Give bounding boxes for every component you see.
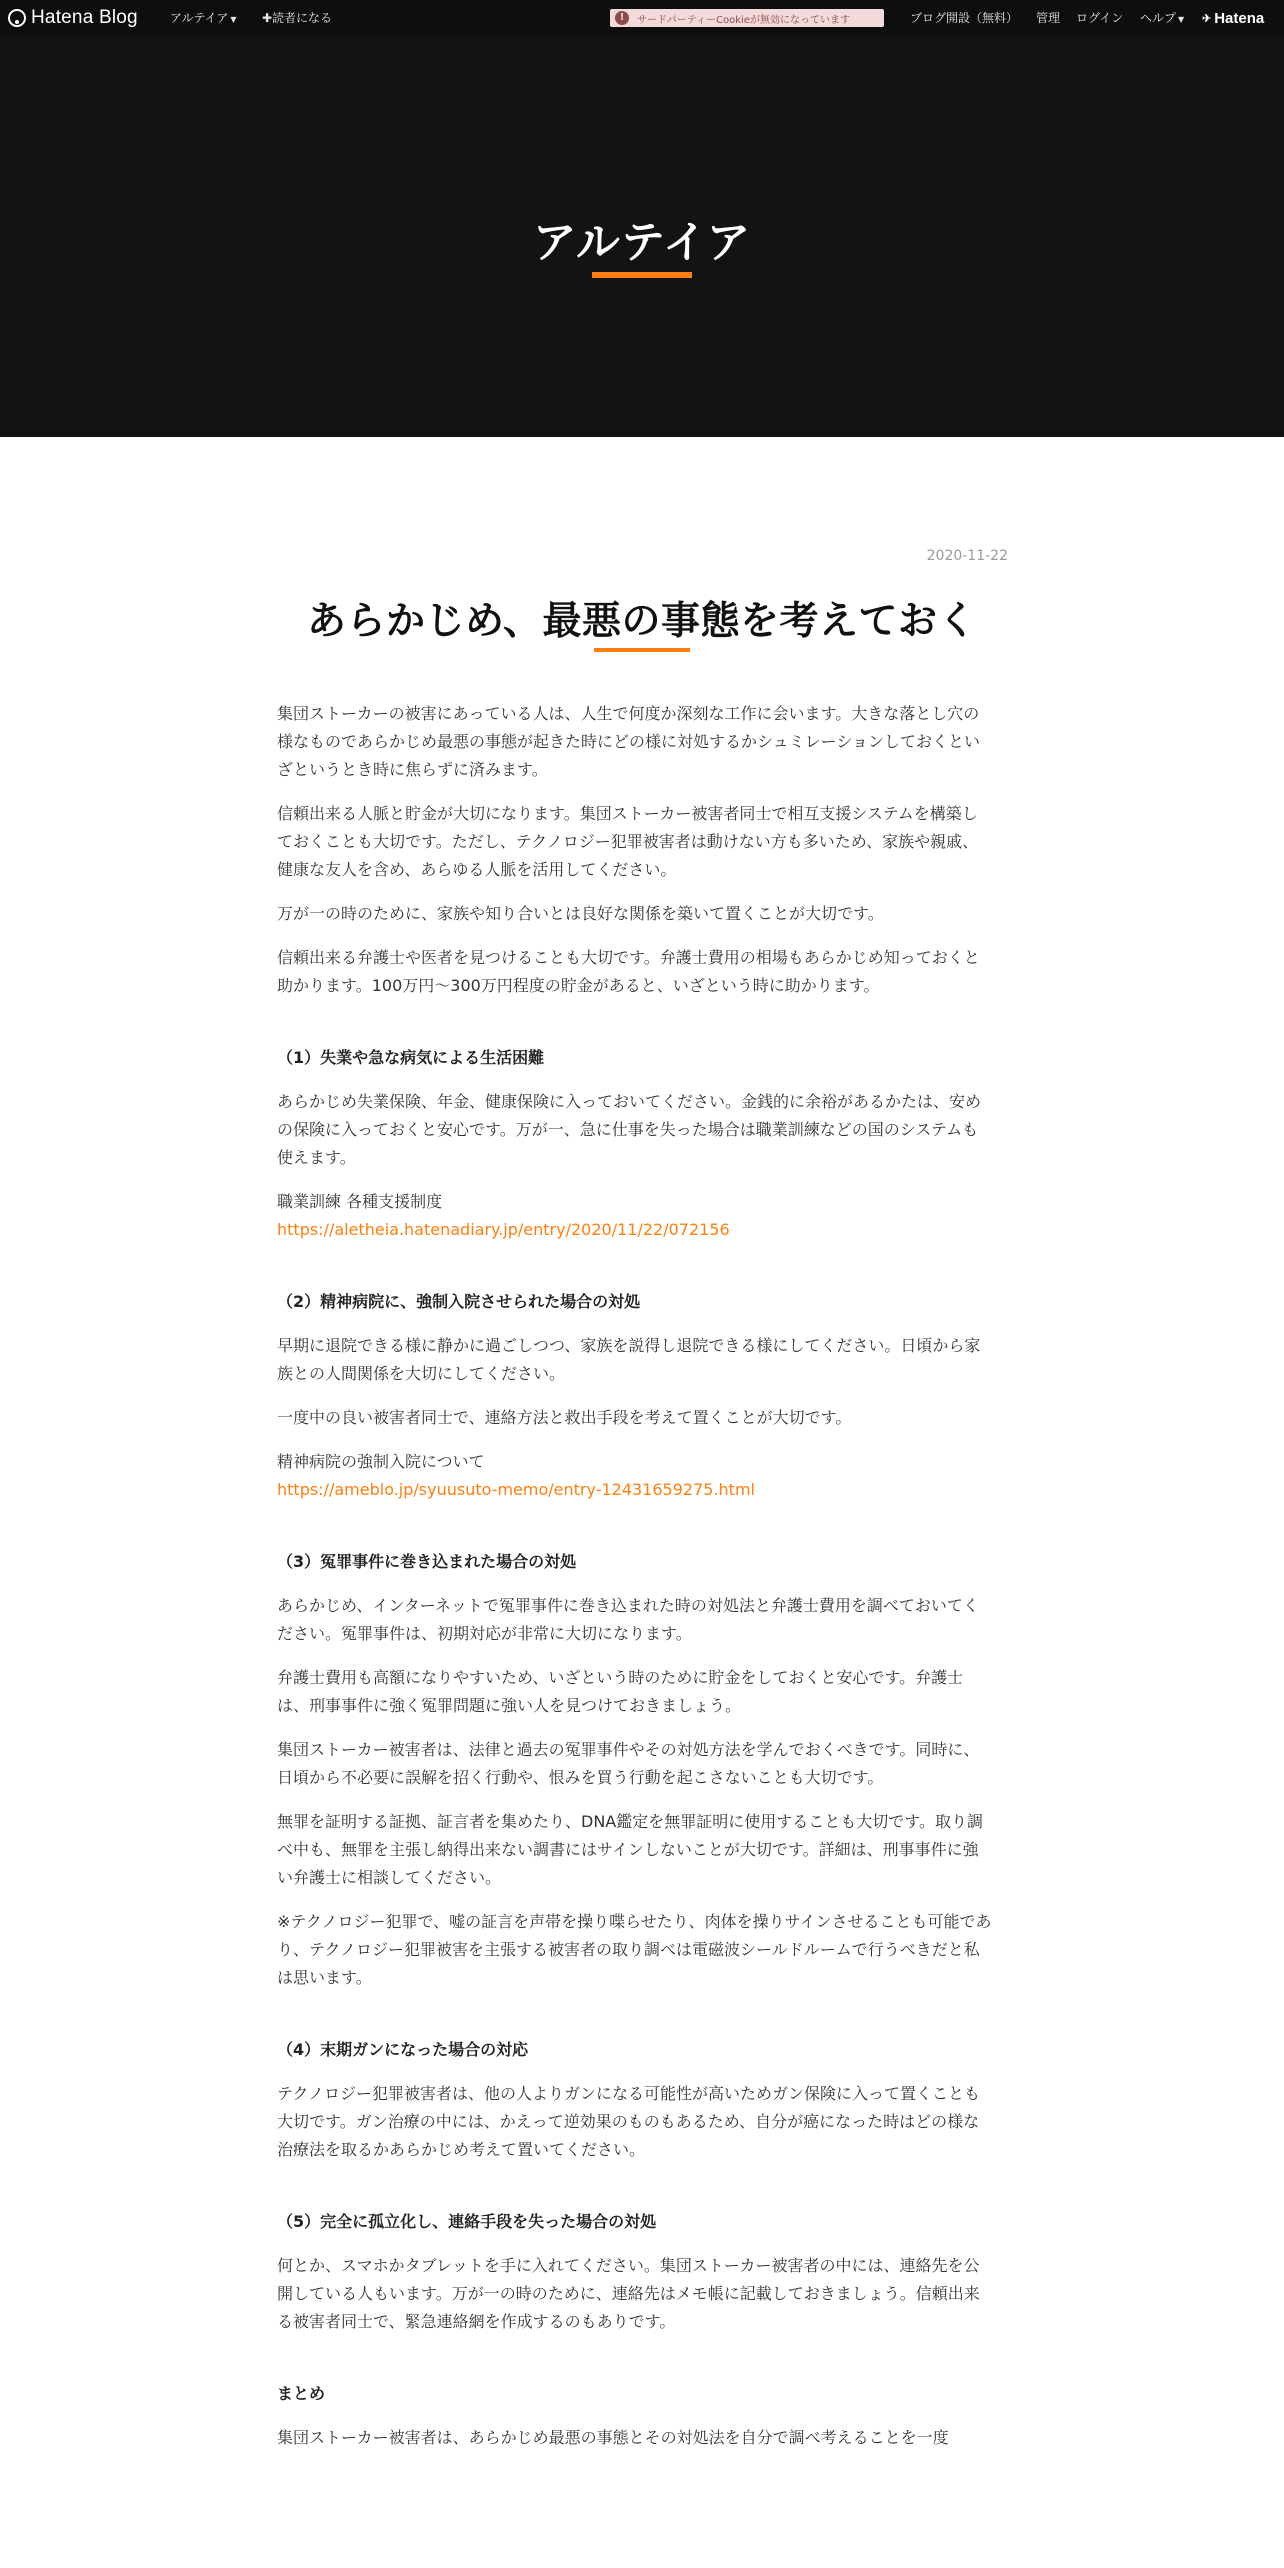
subscribe-button[interactable]: ✚読者になる [262, 11, 333, 25]
link-block [277, 1448, 993, 1504]
link-label: 精神病院の強制入院について [277, 1452, 485, 1471]
entry-date[interactable]: 2020-11-22 [926, 548, 1008, 564]
hatena-logo-text: Hatena [1214, 9, 1265, 27]
paragraph: ※テクノロジー犯罪で、嘘の証言を声帯を操り喋らせたり、肉体を操りサインさせることも可能であり、テクノロジー犯罪被害を主張する被害者の取り調べは電磁波シールドルームで行うべきだと私は思います。 [277, 1912, 992, 1987]
help-menu[interactable] [1140, 0, 1184, 36]
entry-title-underline [594, 648, 690, 652]
paragraph: 弁護士費用も高額になりやすいため、いざという時のために貯金をしておくと安心です。弁護士は、刑事事件に強く冤罪問題に強い人を見つけておきましょう。 [277, 1668, 964, 1715]
login-link[interactable]: ログイン [1076, 11, 1124, 25]
paragraph: 集団ストーカー被害者は、法律と過去の冤罪事件やその対処方法を学んでおくべきです。同時に、日頃から不必要に誤解を招く行動や、恨みを買う行動を起こさないことも大切です。 [277, 1740, 980, 1787]
blog-header [0, 36, 1284, 437]
blog-menu[interactable] [170, 0, 236, 36]
paragraph: あらかじめ、インターネットで冤罪事件に巻き込まれた時の対処法と弁護士費用を調べておいてください。冤罪事件は、初期対応が非常に大切になります。 [277, 1596, 979, 1643]
paragraph: 信頼出来る弁護士や医者を見つけることも大切です。弁護士費用の相場もあらかじめ知っておくと助かります。100万円～300万円程度の貯金があると、いざという時に助かります。 [277, 948, 980, 995]
help-menu-label: ヘルプ [1140, 11, 1177, 25]
link-label: 職業訓練 各種支援制度 [277, 1192, 443, 1211]
section-heading: まとめ [277, 2384, 326, 2403]
caret-down-icon: ▼ [230, 15, 237, 24]
paragraph: 無罪を証明する証拠、証言者を集めたり、DNA鑑定を無罪証明に使用することも大切です。取り調べ中も、無罪を主張し納得出来ない調書にはサインしないことが大切です。詳細は、刑事事件に強い弁護士に相談してください。 [277, 1812, 983, 1887]
hatena-logo[interactable] [1202, 0, 1264, 36]
create-blog-link[interactable]: ブログ開設（無料） [910, 11, 1019, 25]
section-heading: （5）完全に孤立化し、連絡手段を失った場合の対処 [277, 2212, 657, 2231]
section-heading: （2）精神病院に、強制入院させられた場合の対処 [277, 1292, 641, 1311]
paragraph: 早期に退院できる様に静かに過ごしつつ、家族を説得し退院できる様にしてください。日頃から家族との人間関係を大切にしてください。 [277, 1336, 981, 1383]
hatena-blog-logo-icon [8, 9, 26, 27]
section-heading: （3）冤罪事件に巻き込まれた場合の対処 [277, 1552, 577, 1571]
paragraph: 万が一の時のために、家族や知り合いとは良好な関係を築いて置くことが大切です。 [277, 904, 884, 923]
global-header [0, 0, 1284, 36]
cookie-notice[interactable] [610, 9, 884, 27]
blog-menu-label: アルテイア [170, 11, 229, 25]
entry-title[interactable]: あらかじめ、最悪の事態を考えておく [307, 599, 977, 644]
hatena-blog-logo[interactable] [8, 6, 138, 30]
info-icon: ! [615, 11, 629, 25]
entry-content [277, 700, 993, 2468]
paragraph: あらかじめ失業保険、年金、健康保険に入っておいてください。金銭的に余裕があるかたは、安めの保険に入っておくと安心です。万が一、急に仕事を失った場合は職業訓練などの国のシステムも使えます。 [277, 1092, 982, 1167]
caret-down-icon: ▼ [1178, 15, 1185, 24]
hatena-bird-icon: ✈ [1202, 12, 1212, 25]
paragraph: 信頼出来る人脈と貯金が大切になります。集団ストーカー被害者同士で相互支援システムを構築しておくことも大切です。ただし、テクノロジー犯罪被害者は動けない方も多いため、家族や親戚、健康な友人を含め、あらゆる人脈を活用してください。 [277, 804, 979, 879]
paragraph: テクノロジー犯罪被害者は、他の人よりガンになる可能性が高いためガン保険に入って置くことも大切です。ガン治療の中には、かえって逆効果のものもあるため、自分が癌になった時はどの様な治療法を取るかあらかじめ考えて置いてください。 [277, 2084, 981, 2159]
logo-text: Hatena Blog [31, 7, 138, 28]
vocational-training-link[interactable]: https://aletheia.hatenadiary.jp/entry/2020/11/22/072156 [277, 1220, 730, 1239]
blog-title[interactable]: アルテイア [532, 217, 752, 268]
section-heading: （4）末期ガンになった場合の対応 [277, 2040, 529, 2059]
forced-hospitalization-link[interactable]: https://ameblo.jp/syuusuto-memo/entry-12431659275.html [277, 1480, 755, 1499]
cookie-notice-text: サードパーティーCookieが無効になっています [637, 14, 850, 26]
admin-link[interactable]: 管理 [1036, 11, 1061, 25]
paragraph: 集団ストーカーの被害にあっている人は、人生で何度か深刻な工作に会います。大きな落とし穴の様なものであらかじめ最悪の事態が起きた時にどの様に対処するかシュミレーションしておくといざというとき時に焦らずに済みます。 [277, 704, 981, 779]
section-heading: （1）失業や急な病気による生活困難 [277, 1048, 545, 1067]
paragraph: 何とか、スマホかタブレットを手に入れてください。集団ストーカー被害者の中には、連絡先を公開している人もいます。万が一の時のために、連絡先はメモ帳に記載しておきましょう。信頼出来る被害者同士で、緊急連絡網を作成するのもありです。 [277, 2256, 980, 2331]
blog-title-underline [592, 272, 692, 278]
paragraph: 集団ストーカー被害者は、あらかじめ最悪の事態とその対処法を自分で調べ考えることを一度 [277, 2428, 949, 2447]
link-block [277, 1188, 993, 1244]
paragraph: 一度中の良い被害者同士で、連絡方法と救出手段を考えて置くことが大切です。 [277, 1408, 852, 1427]
